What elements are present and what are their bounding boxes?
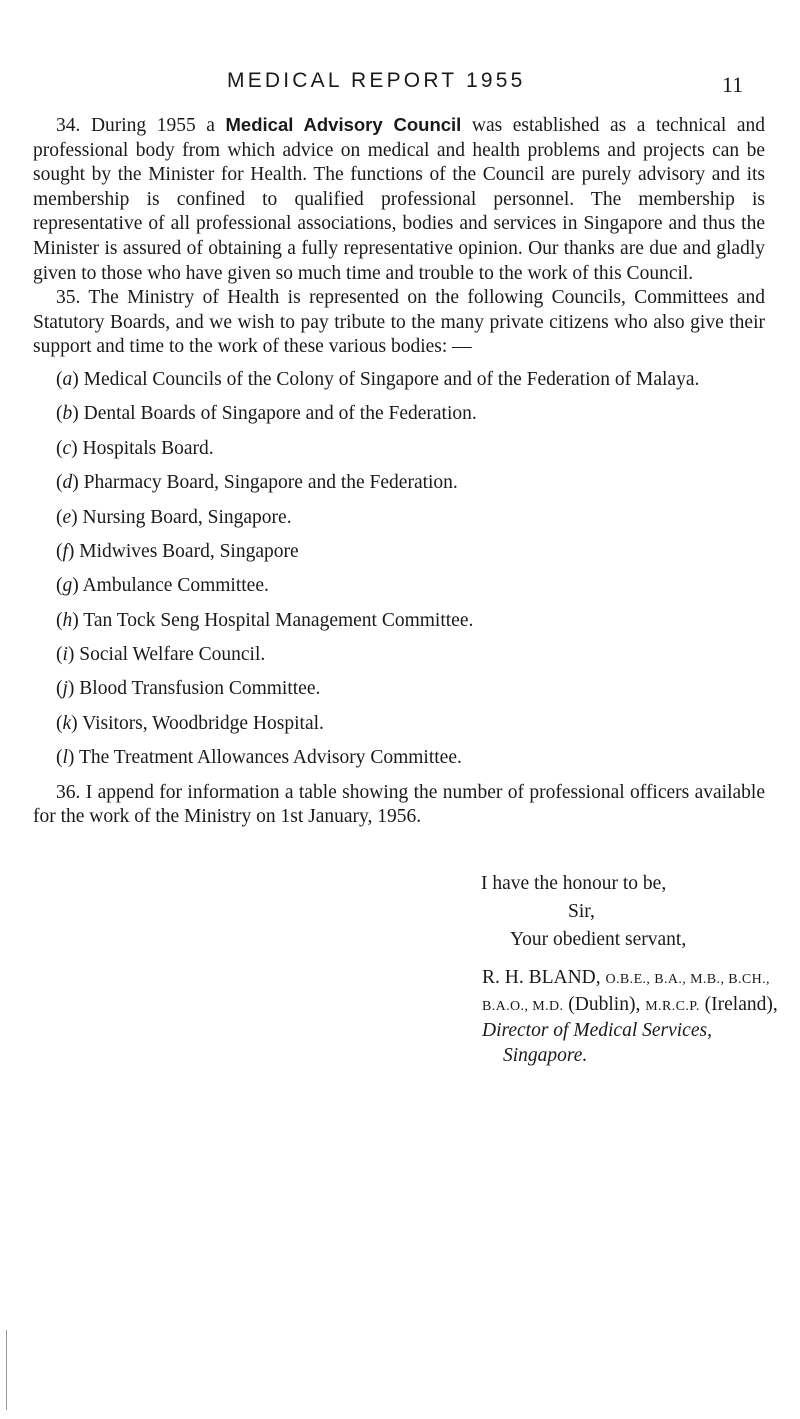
medical-advisory-council-term: Medical Advisory Council (225, 114, 462, 135)
paragraph-number: 34. (56, 115, 81, 136)
closing-salutation (481, 870, 791, 954)
item-marker: (j) (56, 678, 75, 700)
paragraph-text: was established as a technical and professional body from which advice on medical and health problems and projects can be sought by the Minister for Health. The functions of the Council are purely advisory and its membership is confined to qualified professional personnel. The membership is representative of all professional associations, bodies and services in Singapore and thus the Minister is assured of obtaining a fully representative opinion. Our thanks are due and gladly given to those who have given so much time and trouble to the work of this Council. (33, 115, 766, 284)
page-header (0, 68, 800, 98)
item-marker: (c) (56, 437, 78, 459)
signatory-location: Singapore. (503, 1044, 588, 1066)
item-marker: (k) (56, 712, 78, 734)
closing-line-3: Your obedient servant, (510, 929, 687, 950)
list-item (33, 677, 765, 702)
report-body (33, 113, 765, 830)
item-marker: (h) (56, 609, 79, 631)
item-text: Midwives Board, Singapore (79, 540, 299, 562)
list-item (33, 746, 765, 771)
item-marker: (d) (56, 472, 79, 494)
closing-line-2: Sir, (568, 901, 595, 922)
list-item (33, 471, 765, 496)
paragraph-lead: During 1955 a (90, 115, 215, 136)
item-marker: (a) (56, 368, 79, 390)
list-item (33, 540, 765, 565)
list-item (33, 643, 765, 668)
list-item (33, 712, 765, 737)
list-item (33, 574, 765, 599)
signature-block (482, 966, 797, 1068)
list-item (33, 506, 765, 531)
item-text: Nursing Board, Singapore. (82, 506, 292, 528)
item-marker: (i) (56, 644, 75, 666)
bodies-list (33, 368, 765, 771)
page-number: 11 (722, 72, 744, 97)
item-text: Hospitals Board. (82, 437, 214, 459)
item-marker: (l) (56, 747, 75, 769)
list-item (33, 437, 765, 462)
item-text: Blood Transfusion Committee. (79, 678, 321, 700)
item-marker: (f) (56, 540, 75, 562)
paragraph-36 (33, 781, 765, 830)
running-title: MEDICAL REPORT 1955 (227, 69, 526, 92)
item-marker: (e) (56, 506, 78, 528)
signatory-qualifications: O.B.E., B.A., M.B., B.CH., (605, 972, 770, 987)
signatory-title: Director of Medical Services, (482, 1020, 712, 1041)
item-text: Social Welfare Council. (79, 644, 266, 666)
signatory-line-2: B.A.O., M.D. (Dublin), M.R.C.P. (Ireland), (482, 993, 778, 1015)
item-marker: (g) (56, 575, 79, 597)
list-item (33, 402, 765, 427)
paragraph-number: 35. (56, 287, 81, 309)
signatory-name: R. H. BLAND, (482, 967, 601, 988)
signatory-line-1 (482, 966, 797, 993)
item-text: Medical Councils of the Colony of Singapore and of the Federation of Malaya. (83, 368, 700, 390)
item-text: Dental Boards of Singapore and of the Federation. (83, 403, 477, 425)
paragraph-35 (33, 286, 765, 360)
paragraph-text: I append for information a table showing the number of professional officers available for the work of the Ministry on 1st January, 1956. (33, 781, 765, 828)
item-marker: (b) (56, 403, 79, 425)
closing-line-1: I have the honour to be, (481, 873, 667, 894)
item-text: Visitors, Woodbridge Hospital. (82, 712, 324, 734)
scan-edge-line (6, 1330, 7, 1410)
item-text: Ambulance Committee. (82, 575, 269, 597)
paragraph-34 (33, 113, 765, 286)
item-text: Tan Tock Seng Hospital Management Committee. (83, 609, 474, 631)
list-item (33, 368, 765, 393)
item-text: The Treatment Allowances Advisory Committee. (78, 747, 462, 769)
list-item (33, 609, 765, 634)
paragraph-number: 36. (56, 781, 81, 803)
item-text: Pharmacy Board, Singapore and the Federation. (83, 472, 458, 494)
paragraph-text: The Ministry of Health is represented on the following Councils, Committees and Statutory Boards, and we wish to pay tribute to the many private citizens who also give their support and time to the work of these various bodies: — (33, 287, 766, 358)
